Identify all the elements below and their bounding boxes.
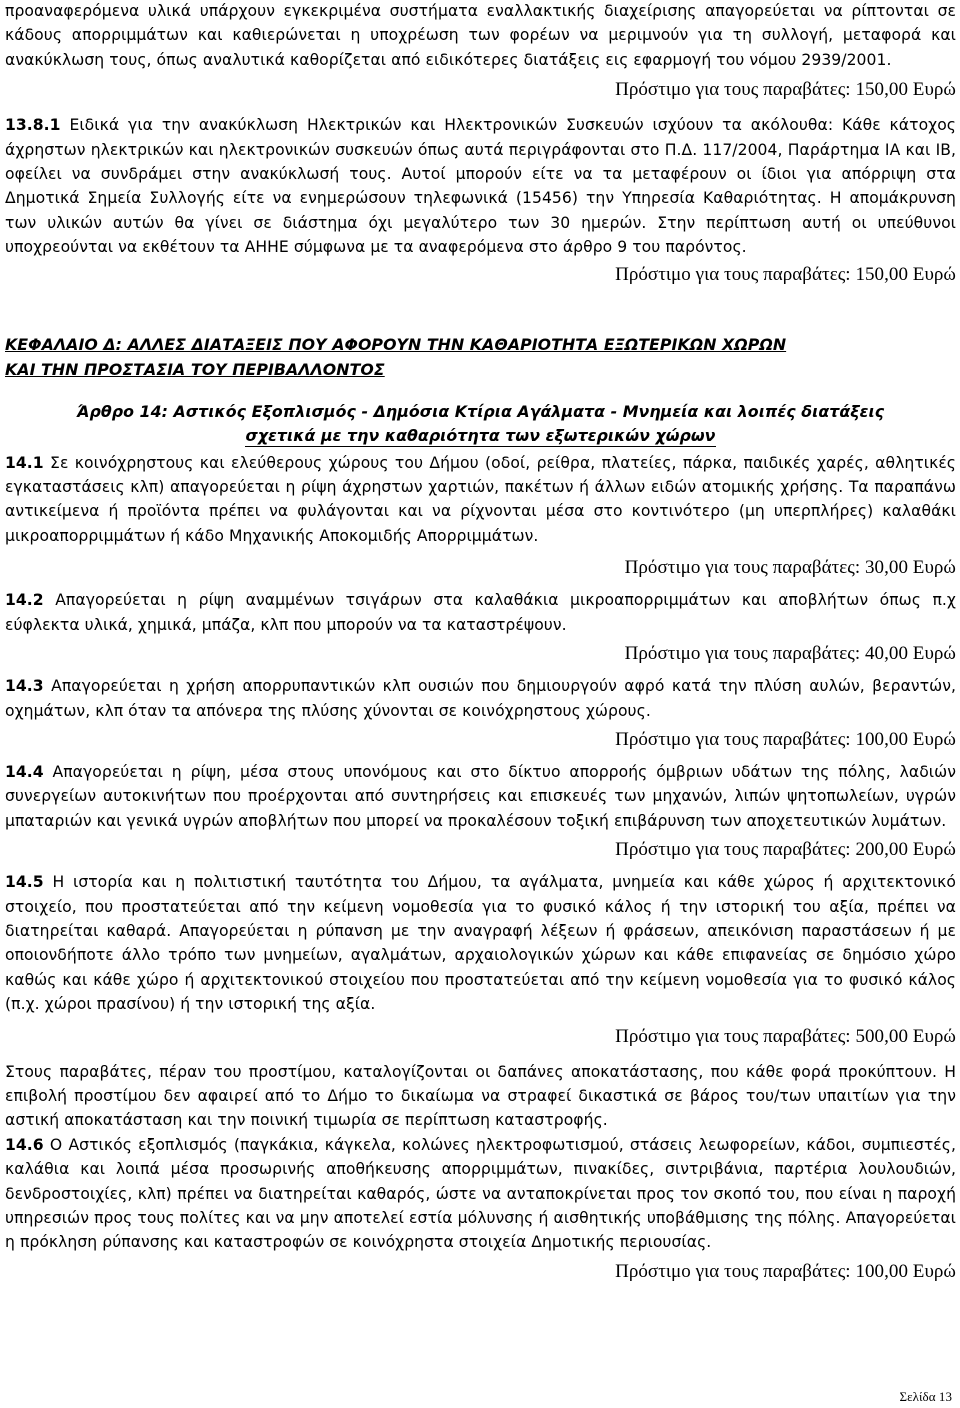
penalty-note: Στους παραβάτες, πέραν του προστίμου, καταλογίζονται οι δαπάνες αποκατάστασης, που κάθε φορά προκύπτουν. Η επιβολή προστίμου δεν αφαιρεί από το Δήμο το δικαίωμα να στραφεί δικαστικά σε βάρος του/των υπαιτίων για την αστική αποκατάσταση και την ποινική τιμωρία σε περίπτωση καταστροφής.	[5, 1062, 956, 1130]
section-number: 14.4	[5, 762, 44, 781]
fine-line: Πρόστιμο για τους παραβάτες: 100,00 Ευρώ	[615, 728, 956, 750]
document-page	[5, 0, 956, 1408]
section-14-2	[5, 588, 956, 637]
section-14-5	[5, 870, 956, 1016]
fine-line: Πρόστιμο για τους παραβάτες: 500,00 Ευρώ	[615, 1025, 956, 1047]
section-13-8-1	[5, 113, 956, 259]
section-14-6	[5, 1133, 956, 1255]
section-text: Απαγορεύεται η ρίψη αναμμένων τσιγάρων στα καλαθάκια μικροαπορριμμάτων και αποβλήτων όπως π.χ εύφλεκτα υλικά, χημικά, μπάζα, κλπ που μπορούν να τα καταστρέψουν.	[5, 591, 956, 634]
section-14-4	[5, 760, 956, 833]
fine-line: Πρόστιμο για τους παραβάτες: 200,00 Ευρώ	[615, 839, 956, 861]
section-number: 14.5	[5, 873, 44, 892]
chapter-heading-line-2: ΚΑΙ ΤΗΝ ΠΡΟΣΤΑΣΙΑ ΤΟΥ ΠΕΡΙΒΑΛΛΟΝΤΟΣ	[5, 359, 385, 379]
fine-line: Πρόστιμο για τους παραβάτες: 30,00 Ευρώ	[624, 557, 956, 579]
section-number: 14.1	[5, 453, 44, 472]
section-text: Ειδικά για την ανακύκλωση Ηλεκτρικών και Ηλεκτρονικών Συσκευών ισχύουν τα ακόλουθα: Κάθε κάτοχος άχρηστων ηλεκτρικών και ηλεκτρονικών συσκευών όπως αυτά περιγράφονται στο Π.Δ. 117/2004, Παράρτημα ΙΑ και ΙΒ, οφείλει να συνδράμει στην ανακύκλωσή τους. Αυτοί μπορούν είτε να τα μεταφέρουν οι ίδιοι για απόρριψη στα Δημοτικά Σημεία Συλλογής είτε να ενημερώσουν τηλεφωνικά (15456) την Υπηρεσία Καθαριότητας. Η απομάκρυνση των υλικών αυτών θα γίνει σε διάστημα όχι μεγαλύτερο των 30 ημερών. Στην περίπτωση αυτή οι υπεύθυνοι υποχρεούνται να εκθέτουν τα ΑΗΗΕ σύμφωνα με τα αναφερόμενα στο άρθρο 9 του παρόντος.	[5, 116, 957, 257]
section-number: 14.2	[5, 591, 44, 610]
section-14-3	[5, 674, 956, 723]
fine-line: Πρόστιμο για τους παραβάτες: 100,00 Ευρώ	[615, 1260, 956, 1282]
article-heading-line-2: σχετικά με την καθαριότητα των εξωτερικών χώρων	[245, 425, 716, 445]
article-heading	[5, 400, 956, 448]
fine-line: Πρόστιμο για τους παραβάτες: 150,00 Ευρώ	[615, 263, 956, 285]
section-number: 13.8.1	[5, 116, 61, 135]
fine-line: Πρόστιμο για τους παραβάτες: 150,00 Ευρώ	[615, 79, 956, 101]
article-heading-line-1: Άρθρο 14: Αστικός Εξοπλισμός - Δημόσια Κτίρια Αγάλματα - Μνημεία και λοιπές διατάξεις	[76, 401, 885, 421]
section-text: Απαγορεύεται η ρίψη, μέσα στους υπονόμους και στο δίκτυο απορροής όμβριων υδάτων της πόλης, λαδιών συνεργείων αυτοκινήτων που προέρχονται από συντηρήσεις και επισκευές των μηχανών, λιπών ψητοπωλείων, υγρών μπαταριών και γενικά υγρών αποβλήτων που μπορεί να προκαλέσουν τοξική επιβάρυνση των αποχετευτικών λυμάτων.	[5, 762, 956, 830]
section-text: Σε κοινόχρηστους και ελεύθερους χώρους του Δήμου (οδοί, ρείθρα, πλατείες, πάρκα, παιδικές χαρές, αθλητικές εγκαταστάσεις κλπ) απαγορεύεται η ρίψη άχρηστων χαρτιών, πακέτων ή άλλων ειδών ατομικής χρήσης. Τα παραπάνω αντικείμενα ή προϊόντα πρέπει να φυλάγονται και να ρίχνονται μέσα στο κοντινότερο (μη υπερπλήρες) καλαθάκι μικροαπορριμμάτων ή κάδο Μηχανικής Αποκομιδής Απορριμμάτων.	[5, 453, 957, 545]
section-text: Απαγορεύεται η χρήση απορρυπαντικών κλπ ουσιών που δημιουργούν αφρό κατά την πλύση αυλών, βεραντών, οχημάτων, κλπ όταν τα απόνερα της πλύσης χύνονται σε κοινόχρηστους χώρους.	[5, 677, 957, 720]
section-14-1	[5, 451, 956, 549]
chapter-heading-line-1: ΚΕΦΑΛΑΙΟ Δ: ΑΛΛΕΣ ΔΙΑΤΑΞΕΙΣ ΠΟΥ ΑΦΟΡΟΥΝ ΤΗΝ ΚΑΘΑΡΙΟΤΗΤΑ ΕΞΩΤΕΡΙΚΩΝ ΧΩΡΩΝ	[5, 334, 787, 354]
section-text: Ο Αστικός εξοπλισμός (παγκάκια, κάγκελα, κολώνες ηλεκτροφωτισμού, στάσεις λεωφορείων, κάδοι, συμπιεστές, καλάθια και λοιπά μέσα προσωρινής αποθήκευσης απορριμμάτων, πινακίδες, σιντριβάνια, παρτέρια λουλουδιών, δενδροστοιχίες, κλπ) πρέπει να διατηρείται καθαρός, ώστε να ανταποκρίνεται προς τον σκοπό του, που είναι η παροχή υπηρεσιών προς τους πολίτες και να μην αποτελεί εστία μόλυνσης ή αισθητικής υποβάθμισης της πόλης. Απαγορεύεται η πρόκληση ρύπανσης και καταστροφών σε κοινόχρηστα στοιχεία Δημοτικής περιουσίας.	[5, 1135, 956, 1252]
section-number: 14.6	[5, 1135, 44, 1154]
page-number: Σελίδα 13	[899, 1389, 952, 1404]
section-text: Η ιστορία και η πολιτιστική ταυτότητα του Δήμου, τα αγάλματα, μνημεία και κάθε χώρος ή αρχιτεκτονικό στοιχείο, που προστατεύεται από την κείμενη νομοθεσία για το φυσικό κάλος ή την ιστορική του αξία, πρέπει να διατηρείται καθαρά. Απαγορεύεται η ρύπανση με την αναγραφή λέξεων ή φράσεων, απεικόνιση παραστάσεων ή με οποιονδήποτε άλλο τρόπο των μνημείων, αγαλμάτων, αρχαιολογικών χώρων και κάθε επιφανείας σε δημόσιο χώρο καθώς και κάθε χώρο ή αρχιτεκτονικού στοιχείου που προστατεύεται από την κείμενη νομοθεσία για το φυσικό κάλος (π.χ. χώροι πρασίνου) ή την ιστορική της αξία.	[5, 873, 956, 1014]
fine-line: Πρόστιμο για τους παραβάτες: 40,00 Ευρώ	[624, 643, 956, 665]
chapter-heading	[5, 332, 956, 382]
intro-paragraph: προαναφερόμενα υλικά υπάρχουν εγκεκριμένα συστήματα εναλλακτικής διαχείρισης απαγορεύεται να ρίπτονται σε κάδους απορριμμάτων και καθιερώνεται η υποχρέωση των φορέων να μεριμνούν για τη συλλογή, μεταφορά και ανακύκλωση τους, όπως αναλυτικά καθορίζεται από ειδικότερες διατάξεις εις εφαρμογή του νόμου 2939/2001.	[5, 2, 956, 69]
section-number: 14.3	[5, 677, 44, 696]
